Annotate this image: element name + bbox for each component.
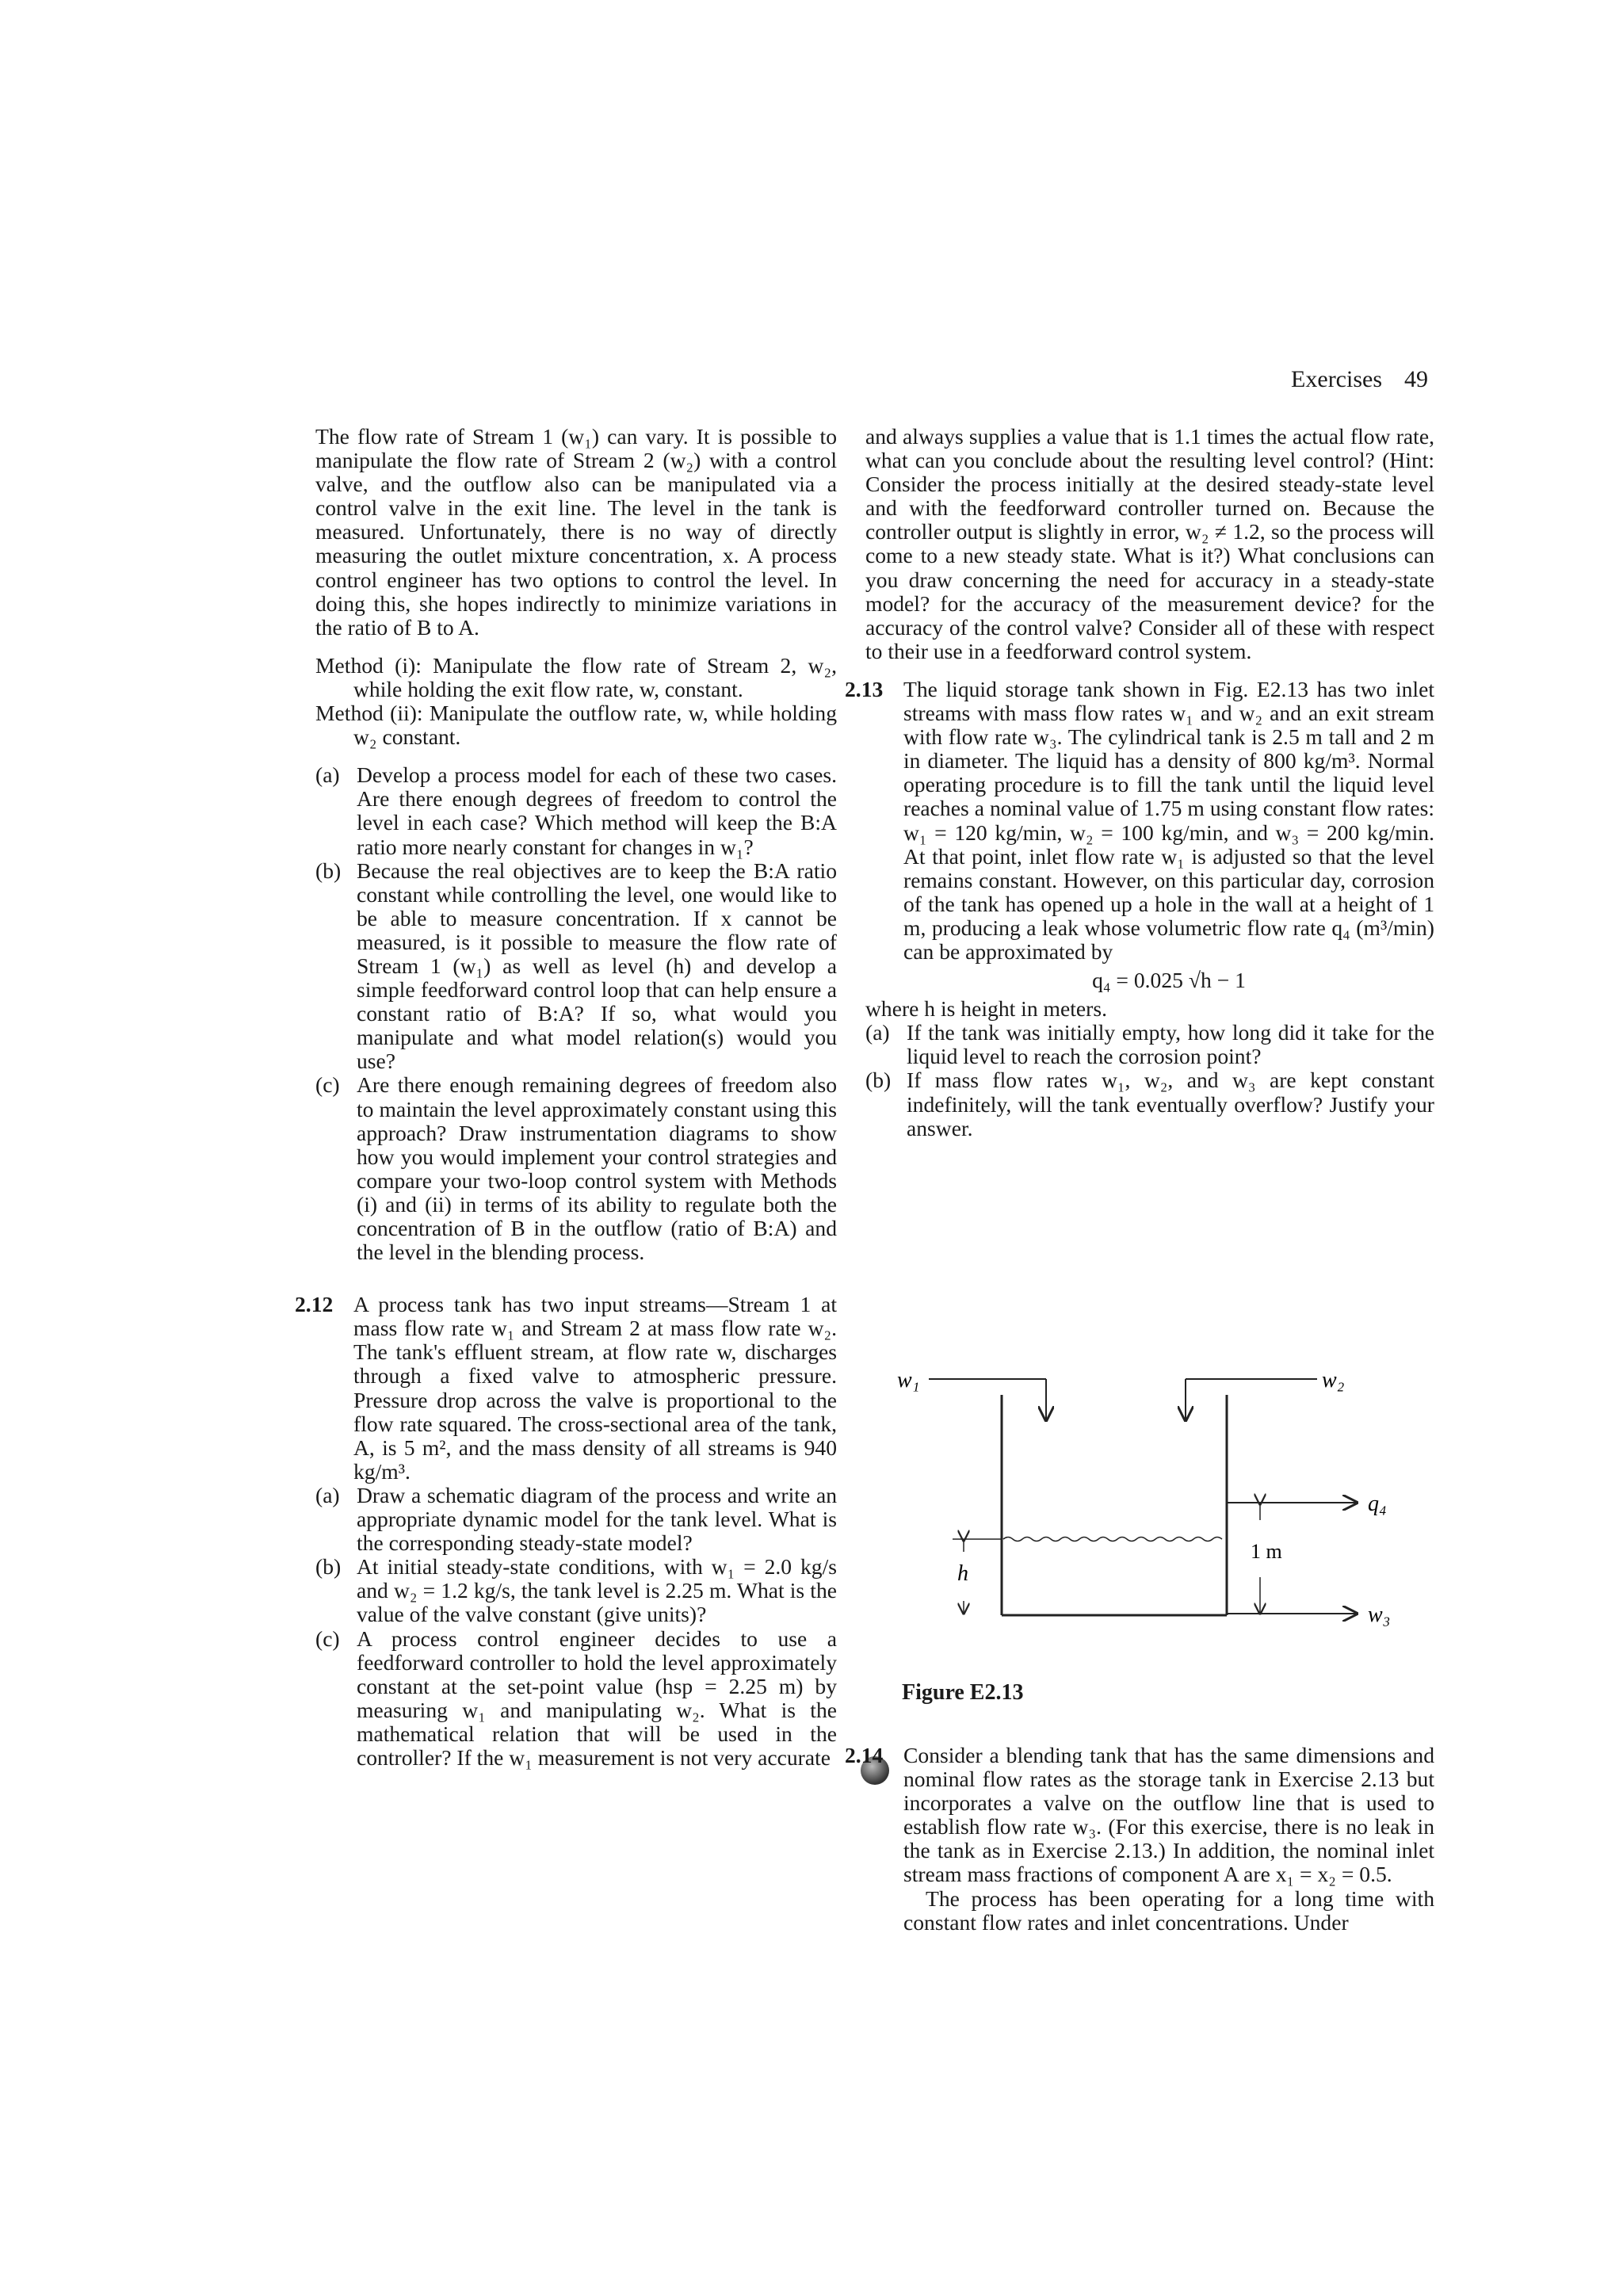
exercise-2-14: 2.14 Consider a blending tank that has the same dimensions and nominal flow rates as the storage tank in Exercise 2.13 but incorporates a valve on the outflow line that is used to establish flow rate w₃. (For this exercise, there is no leak in the tank as in Exercise 2.13.) In addition, the nominal inlet stream mass fractions of component A are x₁ = x₂ = 0.5. The process has been operating for a long time with constant flow rates and inlet concentrations. Under <box>845 1743 1434 1935</box>
method-1: Method (i): Manipulate the flow rate of Stream 2, w₂, while holding the exit flow rate, w, constant. <box>315 652 837 701</box>
ex212-part-c: (c) A process control engineer decides to use a feedforward controller to hold the level approximately constant at the set-point value (hsp = 2.25 m) by measuring w₁ and manipulating w₂. What is the mathematical relation that will be used in the controller? If the w₁ measurement is not very accurate <box>315 1626 837 1770</box>
where-text: where h is height in meters. <box>865 996 1107 1022</box>
method-2: Method (ii): Manipulate the outflow rate, w, while holding w₂ constant. <box>315 701 837 750</box>
label-1m: 1 m <box>1251 1540 1282 1563</box>
running-header <box>1291 366 1428 393</box>
ex213-part-b: (b) If mass flow rates w₁, w₂, and w₃ are kept constant indefinitely, will the tank eventually overflow? Justify your answer. <box>865 1068 1434 1140</box>
section-title: Exercises <box>1291 366 1382 392</box>
label-w2: w₂ <box>1322 1368 1345 1392</box>
label-h: h <box>957 1561 968 1586</box>
leak-equation: q₄ = 0.025 √h − 1 <box>1092 968 1246 993</box>
continued-paragraph: and always supplies a value that is 1.1 times the actual flow rate, what can you conclude about the resulting level control? (Hint: Consider the process initially at the desired steady-state level and with the feedforward controller turned on. Because the controller output is slightly in error, w₂ ≠ 1.2, so the process will come to a new steady state. What is it?) What conclusions can you draw concerning the need for accuracy in a steady-state model? for the accuracy of the measurement device? for the accuracy of the control valve? Consider all of these with respect to their use in a feedforward control system. <box>865 424 1434 663</box>
tank-figure <box>865 1363 1436 1648</box>
part-a: (a) Develop a process model for each of these two cases. Are there enough degrees of freedom to control the level in each case? Which method will keep the B:A ratio more nearly constant for changes in w₁? <box>315 762 837 859</box>
ex212-part-b: (b) At initial steady-state conditions, with w₁ = 2.0 kg/s and w₂ = 1.2 kg/s, the tank level is 2.25 m. What is the value of the valve constant (give units)? <box>315 1554 837 1627</box>
ex212-part-a: (a) Draw a schematic diagram of the process and write an appropriate dynamic model for the tank level. What is the corresponding steady-state model? <box>315 1482 837 1556</box>
right-column <box>845 424 1434 1140</box>
exercise-2-13: 2.13 The liquid storage tank shown in Fig. E2.13 has two inlet streams with mass flow rates w₁ and w₂ and an exit stream with flow rate w₃. The cylindrical tank is 2.5 m tall and 2 m in diameter. The liquid has a density of 800 kg/m³. Normal operating procedure is to fill the tank until the liquid level reaches a nominal value of 1.75 m using constant flow rates: w₁ = 120 kg/min, w₂ = 100 kg/min, and w₃ = 200 kg/min. At that point, inlet flow rate w₁ is adjusted so that the level remains constant. However, on this particular day, corrosion of the tank has opened up a hole in the wall at a height of 1 m, producing a leak whose volumetric flow rate q₄ (m³/min) can be approximated by q₄ = 0.025 √h − 1 where h is height in meters. (a) If the tank was initially empty, how long did it take for the liquid level to reach the corrosion point? (b) If mass flow rates w₁, w₂, and w₃ are kept constant indefinitely, will the tank eventually overflow? Justify your answer. <box>845 676 1434 1140</box>
label-w3: w₃ <box>1368 1603 1391 1627</box>
label-w1: w₁ <box>897 1368 920 1392</box>
left-column <box>295 424 837 1770</box>
part-b: (b) Because the real objectives are to keep the B:A ratio constant while controlling the level, one would like to be able to measure concentration. If x cannot be measured, is it possible to measure the flow rate of Stream 1 (w₁) as well as level (h) and develop a simple feedforward control loop that can help ensure a constant ratio of B:A? If so, what would you manipulate and what model relation(s) would you use? <box>315 858 837 1074</box>
label-q4: q₄ <box>1368 1492 1387 1516</box>
part-c: (c) Are there enough remaining degrees of freedom also to maintain the level approximately constant using this approach? Draw instrumentation diagrams to show how you would implement your control strategies and compare your two-loop control system with Methods (i) and (ii) in terms of its ability to regulate both the concentration of B in the outflow (ratio of B:A) and the level in the blending process. <box>315 1072 837 1265</box>
liquid-surface <box>1003 1538 1222 1541</box>
intro-paragraph: The flow rate of Stream 1 (w₁) can vary. It is possible to manipulate the flow rate of Stream 2 (w₂) with a control valve, and the outflow also can be manipulated via a control valve in the exit line. The level in the tank is measured. Unfortunately, there is no way of directly measuring the outlet mixture concentration, x. A process control engineer has two options to control the level. In doing this, she hopes indirectly to minimize variations in the ratio of B to A. <box>315 424 837 640</box>
exercise-2-12: 2.12 A process tank has two input streams—Stream 1 at mass flow rate w₁ and Stream 2 at mass flow rate w₂. The tank's effluent stream, at flow rate w, discharges through a fixed valve to atmospheric pressure. Pressure drop across the valve is proportional to the flow rate squared. The cross-sectional area of the tank, A, is 5 m², and the mass density of all streams is 940 kg/m³. (a) Draw a schematic diagram of the process and write an appropriate dynamic model for the tank level. What is the corresponding steady-state model? (b) At initial steady-state conditions, with w₁ = 2.0 kg/s and w₂ = 1.2 kg/s, the tank level is 2.25 m. What is the value of the valve constant (give units)? (c) A process control engineer decides to use a feedforward controller to hold the level approximately constant at the set-point value (hsp = 2.25 m) by measuring w₁ and manipulating w₂. What is the mathematical relation that will be used in the controller? If the w₁ measurement is not very accurate <box>295 1292 837 1770</box>
figure-caption: Figure E2.13 <box>902 1680 1024 1705</box>
page-number: 49 <box>1404 366 1428 392</box>
ex213-part-a: (a) If the tank was initially empty, how long did it take for the liquid level to reach the corrosion point? <box>865 1020 1434 1069</box>
